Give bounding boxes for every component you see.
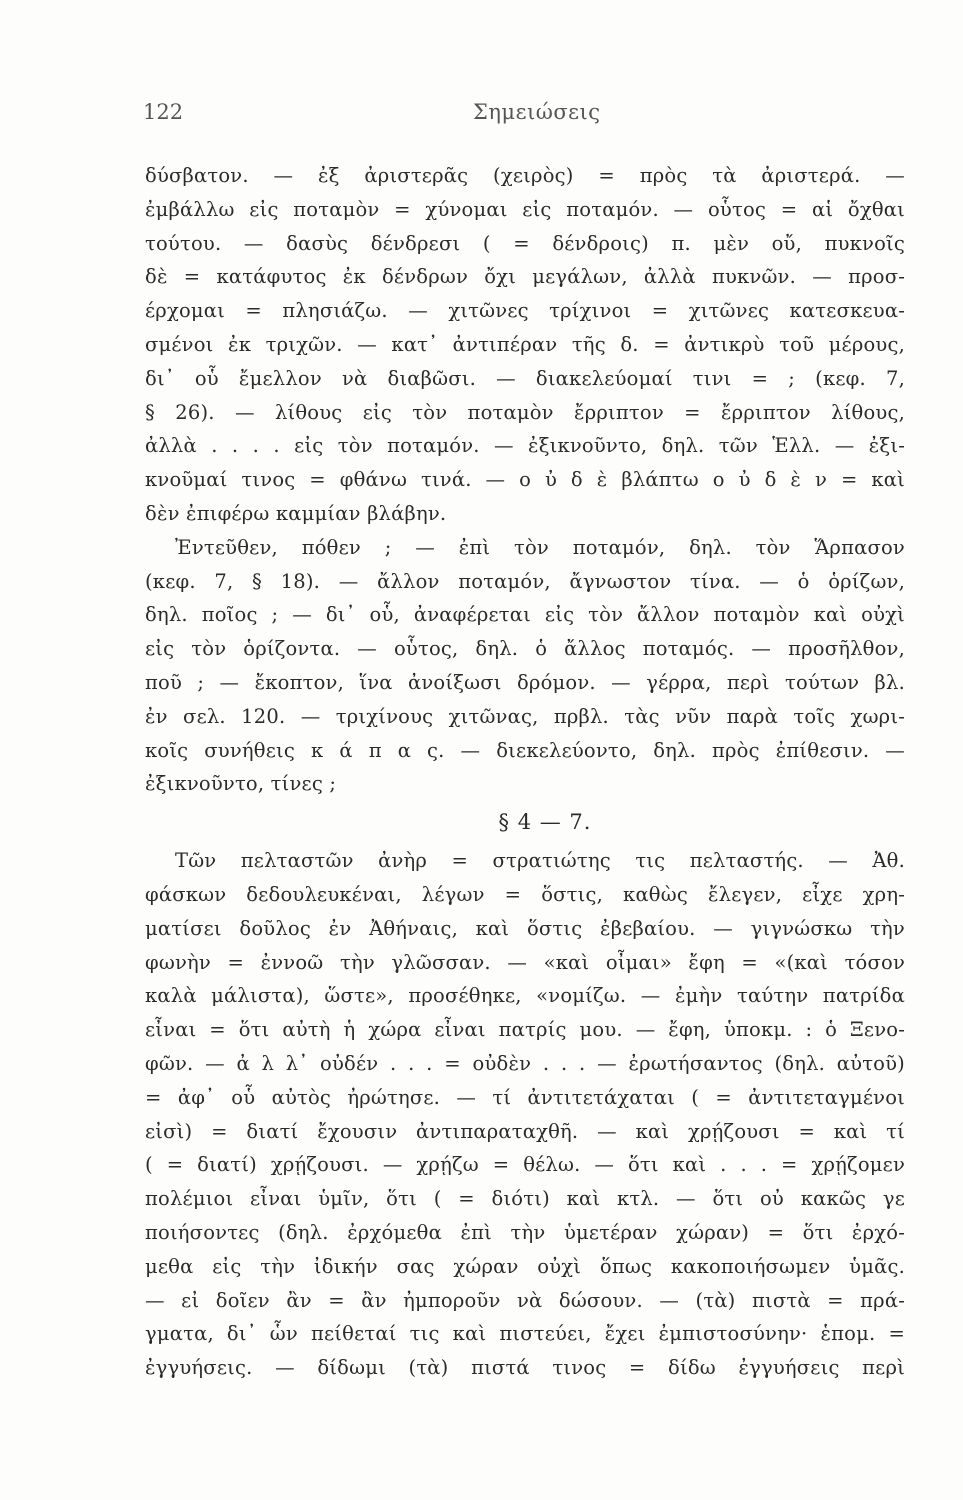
- text-line: ποιήσοντες (δηλ. ἐρχόμεθα ἐπὶ τὴν ὑμετέραν χώραν) = ὅτι ἐρχό-: [145, 1220, 905, 1244]
- text-line: κοῖς συνήθεις κ ά π α ς. — διεκελεύοντο, δηλ. πρὸς ἐπίθεσιν. —: [145, 738, 905, 762]
- text-line: Τῶν πελταστῶν ἀνὴρ = στρατιώτης τις πελταστής. — Ἀθ.: [175, 849, 905, 873]
- text-line: ἀλλὰ . . . . εἰς τὸν ποταμόν. — ἐξικνοῦντο, δηλ. τῶν Ἑλλ. — ἐξι-: [145, 434, 905, 458]
- text-line: φωνὴν = ἐννοῶ τὴν γλῶσσαν. — «καὶ οἶμαι» ἔφη = «(καὶ τόσον: [145, 950, 905, 974]
- text-line: εἰς τὸν ὁρίζοντα. — οὗτος, δηλ. ὁ ἄλλος ποταμός. — προσῆλθον,: [145, 637, 905, 661]
- text-line: πολέμιοι εἶναι ὑμῖν, ὅτι ( = διότι) καὶ κτλ. — ὅτι οὐ κακῶς γε: [145, 1187, 905, 1211]
- text-line: = ἀφ᾿ οὗ αὐτὸς ἠρώτησε. — τί ἀντιτετάχαται ( = ἀντιτεταγμένοι: [145, 1085, 905, 1109]
- text-line: (κεφ. 7, § 18). — ἄλλον ποταμόν, ἄγνωστον τίνα. — ὁ ὁρίζων,: [145, 569, 905, 593]
- text-line: — εἰ δοῖεν ἂν = ἂν ἠμποροῦν νὰ δώσουν. — (τὰ) πιστὰ = πρά-: [145, 1288, 905, 1312]
- text-line: ποῦ ; — ἔκοπτον, ἵνα ἀνοίξωσι δρόμον. — γέρρα, περὶ τούτων βλ.: [145, 670, 905, 694]
- text-line: ( = διατί) χρῄζουσι. — χρῄζω = θέλω. — ὅτι καὶ . . . = χρῄζομεν: [145, 1153, 905, 1177]
- text-line: γματα, δι᾿ ὧν πείθεταί τις καὶ πιστεύει, ἔχει ἐμπιστοσύνην· ἑπομ. =: [145, 1322, 905, 1346]
- text-line: κνοῦμαί τινος = φθάνω τινά. — ο ὐ δ ὲ βλάπτω ο ὐ δ ὲ ν = καὶ: [145, 468, 905, 492]
- text-line: δηλ. ποῖος ; — δι᾿ οὗ, ἀναφέρεται εἰς τὸν ἄλλον ποταμὸν καὶ οὐχὶ: [145, 603, 905, 627]
- text-line: ἐξικνοῦντο, τίνες ;: [145, 772, 337, 796]
- text-line: ἐμβάλλω εἰς ποταμὸν = χύνομαι εἰς ποταμόν. — οὗτος = αἱ ὄχθαι: [145, 197, 905, 221]
- text-line: εἶναι = ὅτι αὐτὴ ἡ χώρα εἶναι πατρίς μου. — ἔφη, ὑποκμ. : ὁ Ξενο-: [145, 1018, 905, 1042]
- text-line: § 26). — λίθους εἰς τὸν ποταμὸν ἔρριπτον = ἔρριπτον λίθους,: [145, 400, 905, 424]
- text-line: φάσκων δεδουλευκέναι, λέγων = ὅστις, καθὼς ἔλεγεν, εἶχε χρη-: [145, 882, 905, 906]
- text-line: δὲ = κατάφυτος ἐκ δένδρων ὄχι μεγάλων, ἀλλὰ πυκνῶν. — προσ-: [145, 265, 905, 289]
- text-line: μεθα εἰς τὴν ἰδικήν σας χώραν οὐχὶ ὅπως κακοποιήσωμεν ὑμᾶς.: [145, 1254, 905, 1278]
- page-header: [143, 100, 903, 130]
- page-number: 122: [143, 100, 184, 124]
- text-line: ἐν σελ. 120. — τριχίνους χιτῶνας, πρβλ. τὰς νῦν παρὰ τοῖς χωρι-: [145, 704, 905, 728]
- text-line: καλὰ μάλιστα), ὥστε», προσέθηκε, «νομίζω. — ἐμὴν ταύτην πατρίδα: [145, 984, 905, 1008]
- text-line: έρχομαι = πλησιάζω. — χιτῶνες τρίχινοι = χιτῶνες κατεσκευα-: [145, 299, 905, 323]
- body-text: [145, 159, 905, 1385]
- text-line: δὲν ἐπιφέρω καμμίαν βλάβην.: [145, 501, 447, 525]
- text-line: τούτου. — δασὺς δένδρεσι ( = δένδροις) π. μὲν οὔ, πυκνοῖς: [145, 231, 905, 255]
- text-line: ματίσει δοῦλος ἐν Ἀθήναις, καὶ ὅστις ἐβεβαίου. — γιγνώσκω τὴν: [145, 916, 905, 940]
- section-heading: § 4 — 7.: [498, 810, 592, 835]
- text-line: δι᾿ οὗ ἔμελλον νὰ διαβῶσι. — διακελεύομαί τινι = ; (κεφ. 7,: [145, 366, 905, 390]
- running-title: Σημειώσεις: [473, 100, 601, 124]
- text-line: σμένοι ἐκ τριχῶν. — κατ᾿ ἀντιπέραν τῆς δ. = ἀντικρὺ τοῦ μέρους,: [145, 332, 905, 356]
- text-line: φῶν. — ἀ λ λ᾿ οὐδέν . . . = οὐδὲν . . . — ἐρωτήσαντος (δηλ. αὐτοῦ): [145, 1051, 905, 1075]
- text-line: δύσβατον. — ἐξ ἀριστερᾶς (χειρὸς) = πρὸς τὰ ἀριστερά. —: [145, 164, 905, 187]
- text-line: ἐγγυήσεις. — δίδωμι (τὰ) πιστά τινος = δίδω ἐγγυήσεις περὶ: [145, 1356, 905, 1380]
- text-line: εἰσὶ) = διατί ἔχουσιν ἀντιπαραταχθῆ. — καὶ χρῄζουσι = καὶ τί: [145, 1119, 905, 1143]
- text-line: Ἐντεῦθεν, πόθεν ; — ἐπὶ τὸν ποταμόν, δηλ. τὸν Ἅρπασον: [175, 535, 905, 559]
